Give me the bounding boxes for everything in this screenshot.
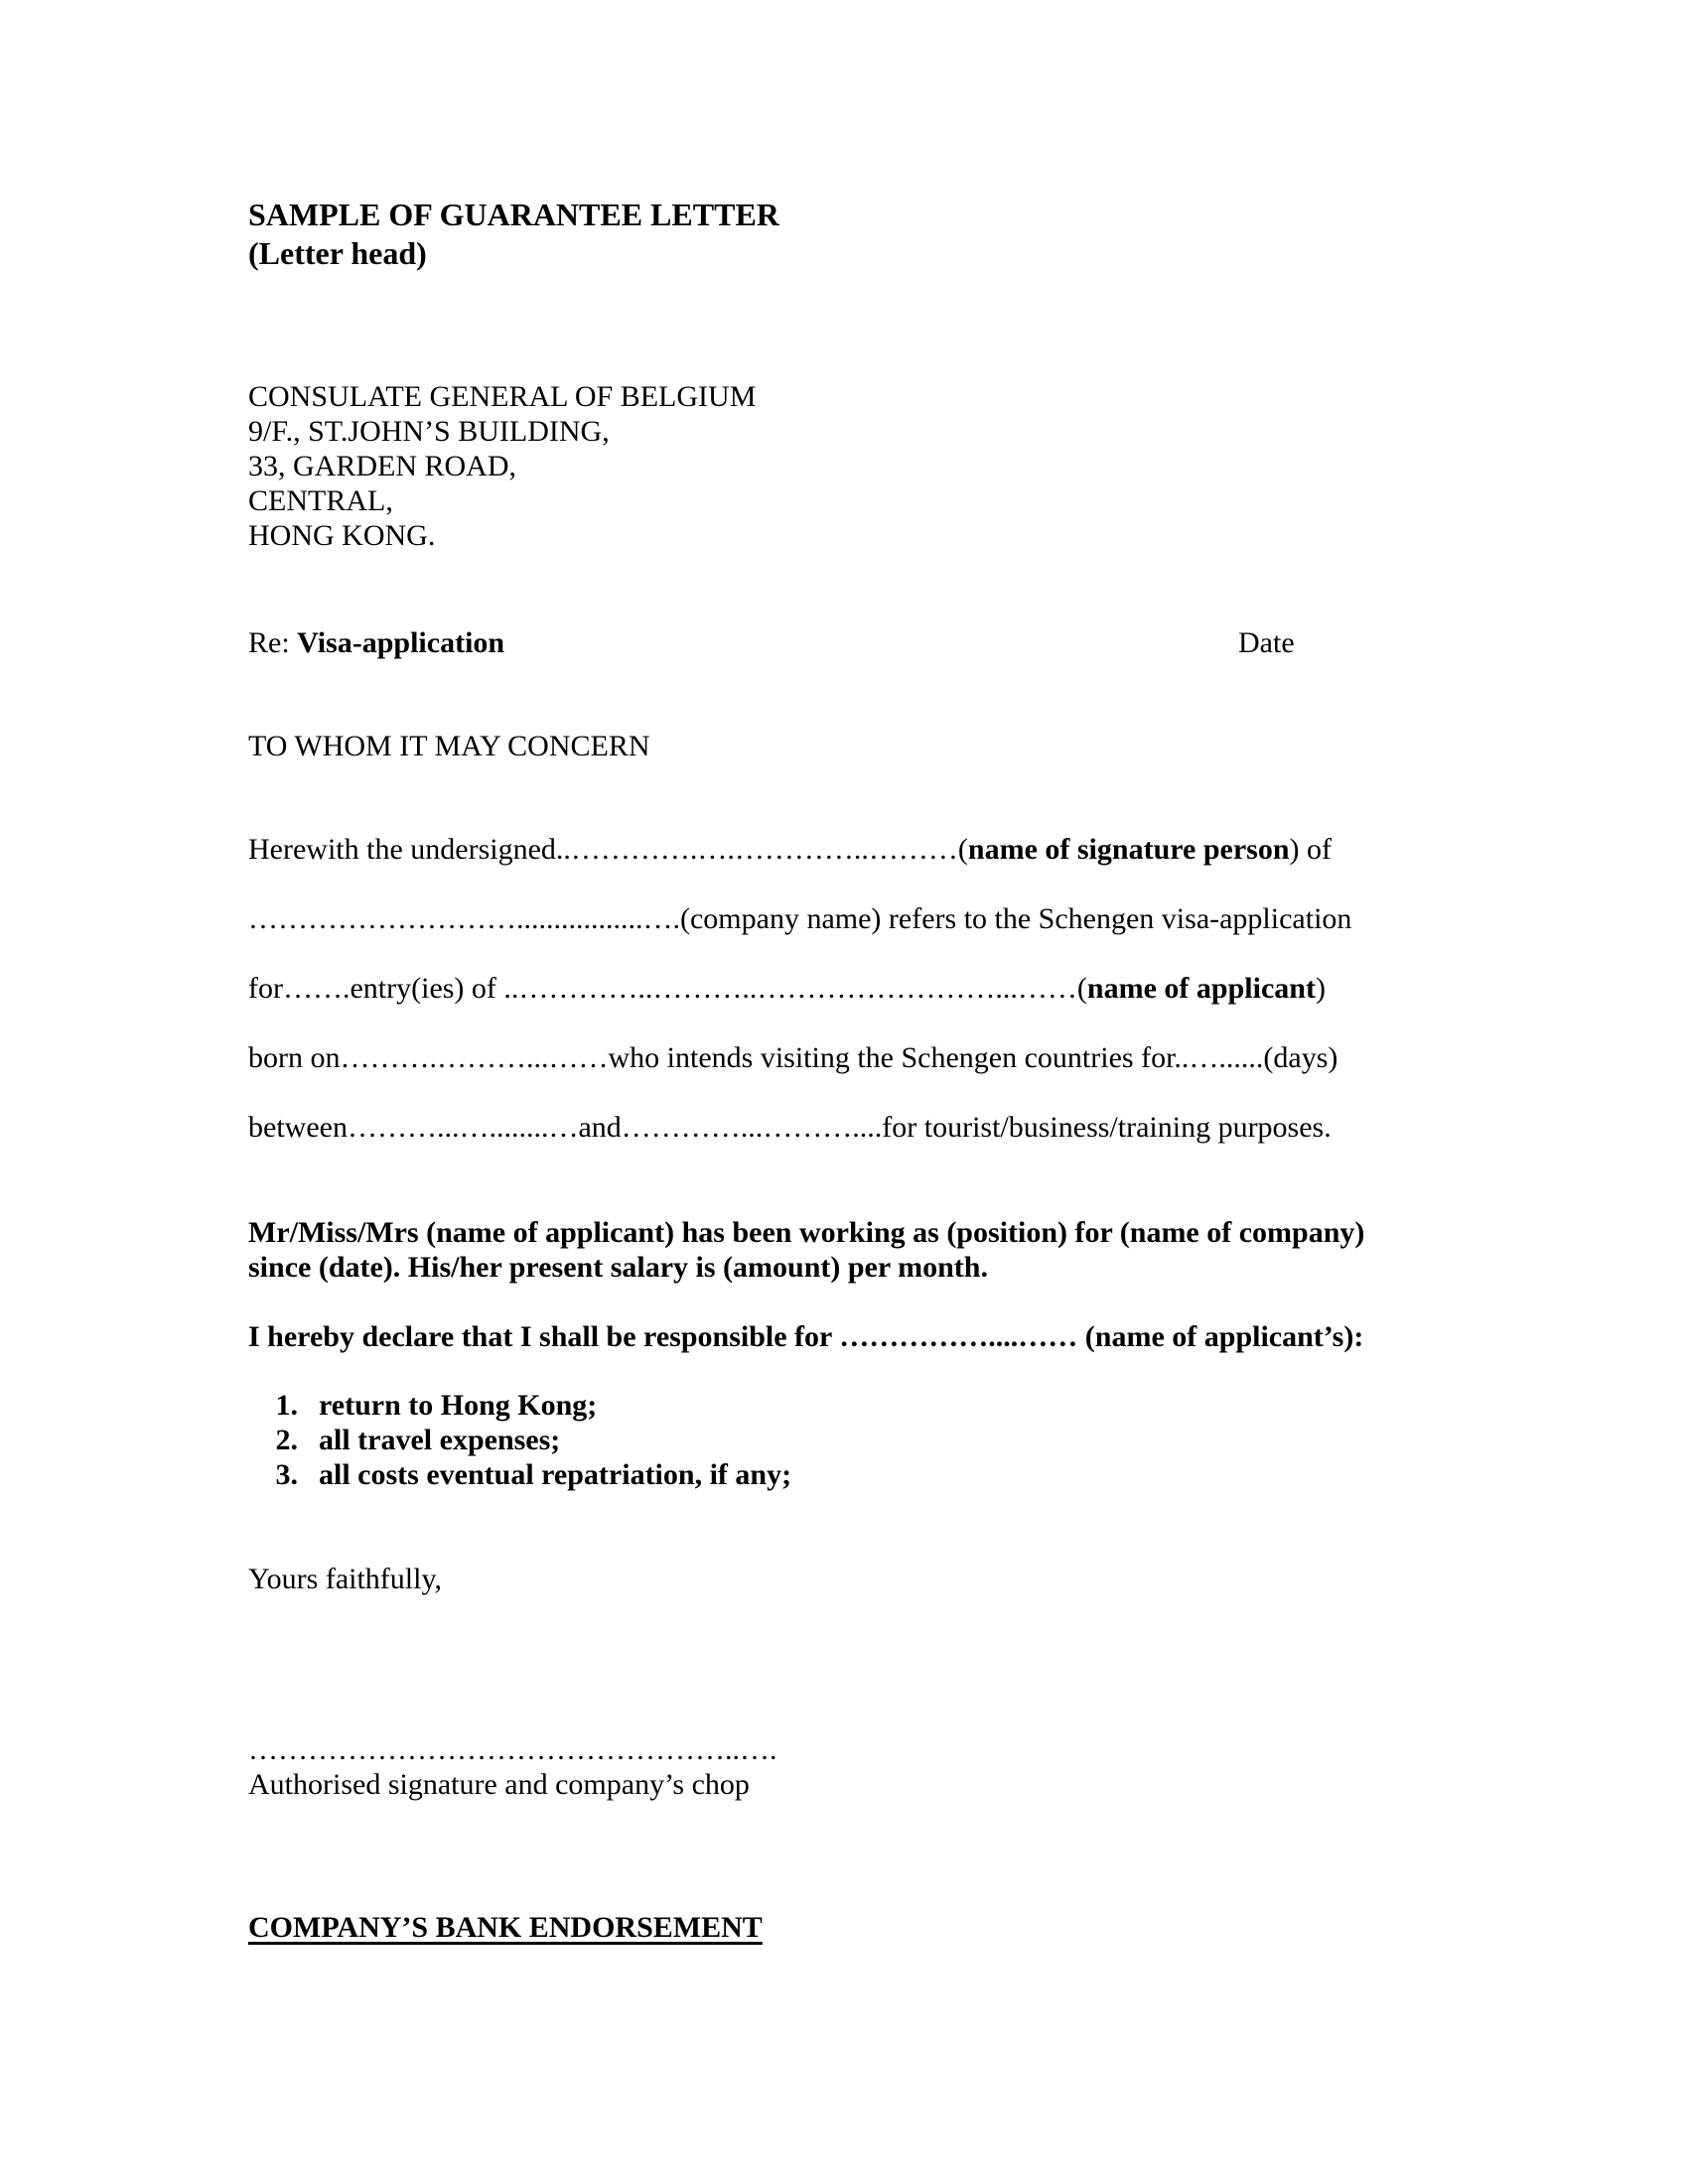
- form-placeholder-bold: name of applicant: [1086, 972, 1316, 1005]
- letter-heading: [248, 196, 779, 273]
- form-text: ) of: [1289, 833, 1333, 866]
- list-item: [248, 1388, 791, 1423]
- address-line: CENTRAL,: [248, 484, 393, 517]
- list-number: 3.: [275, 1458, 298, 1491]
- form-text: Herewith the undersigned..………….….…………..………(: [248, 833, 968, 866]
- list-number: 2.: [275, 1424, 298, 1456]
- signature-line: …………………………………………..….: [248, 1733, 777, 1766]
- form-placeholder-bold: name of signature person: [967, 833, 1290, 866]
- list-text: all costs eventual repatriation, if any;: [319, 1458, 792, 1491]
- form-text: for…….entry(ies) of ..…………..………..……………………...……(: [248, 972, 1087, 1005]
- list-text: all travel expenses;: [319, 1424, 561, 1456]
- address-line: 33, GARDEN ROAD,: [248, 450, 516, 482]
- list-text: return to Hong Kong;: [319, 1389, 598, 1422]
- form-line-5: between………...…........…and…………...………....for tourist/business/training purposes.: [248, 1111, 1332, 1144]
- list-item: [248, 1457, 791, 1492]
- bank-endorsement-heading: COMPANY’S BANK ENDORSEMENT: [248, 1911, 763, 1944]
- subject-prefix: Re:: [248, 626, 298, 659]
- employment-line: since (date). His/her present salary is (amount) per month.: [248, 1251, 988, 1284]
- closing: Yours faithfully,: [248, 1563, 443, 1595]
- form-line-3: [248, 971, 1326, 1007]
- address-line: CONSULATE GENERAL OF BELGIUM: [248, 380, 757, 413]
- date-label: Date: [1238, 626, 1295, 659]
- form-line-2: ……………………….................….(company name) refers to the Schengen visa-application: [248, 902, 1352, 935]
- form-text: ): [1315, 972, 1326, 1005]
- subject-text: Visa-application: [297, 626, 505, 659]
- form-line-1: [248, 832, 1332, 868]
- form-line-4: born on……….………...……who intends visiting the Schengen countries for..…......(days): [248, 1041, 1338, 1074]
- responsibility-list: [248, 1388, 791, 1492]
- document-title: SAMPLE OF GUARANTEE LETTER: [248, 197, 779, 232]
- employment-paragraph: [248, 1215, 1364, 1285]
- address-line: HONG KONG.: [248, 519, 436, 552]
- list-number: 1.: [275, 1389, 298, 1422]
- document-subtitle: (Letter head): [248, 235, 427, 271]
- employment-line: Mr/Miss/Mrs (name of applicant) has been working as (position) for (name of company): [248, 1216, 1365, 1249]
- salutation: TO WHOM IT MAY CONCERN: [248, 730, 650, 762]
- recipient-address: [248, 379, 756, 553]
- declaration-line: I hereby declare that I shall be responsible for ……………....…… (name of applicant’s):: [248, 1320, 1364, 1353]
- subject-line: [248, 625, 504, 661]
- list-item: [248, 1423, 791, 1457]
- address-line: 9/F., ST.JOHN’S BUILDING,: [248, 415, 610, 448]
- signature-label: Authorised signature and company’s chop: [248, 1768, 750, 1801]
